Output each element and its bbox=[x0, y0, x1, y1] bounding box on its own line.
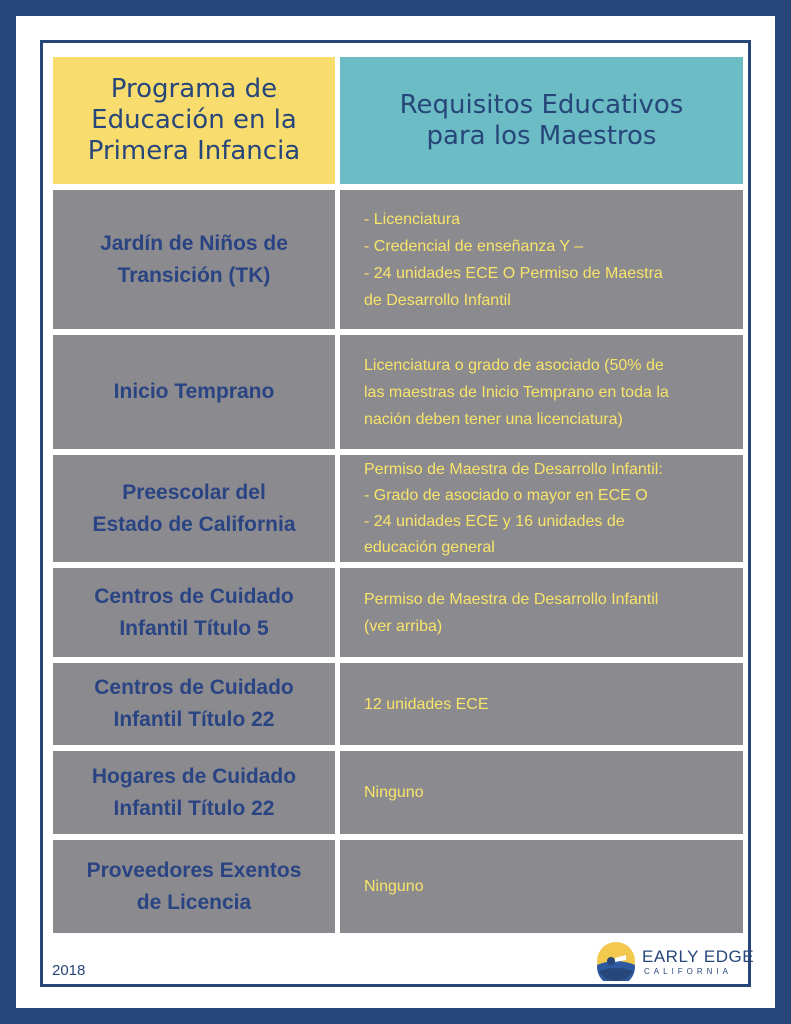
program-cell-tk bbox=[53, 190, 335, 329]
header-program-line: Educación en la bbox=[91, 105, 297, 135]
requirement-line: 12 unidades ECE bbox=[364, 695, 489, 713]
header-requirements bbox=[340, 57, 743, 184]
requirement-cell-state-preschool bbox=[340, 455, 743, 562]
header-program bbox=[53, 57, 335, 184]
requirement-cell-title5 bbox=[340, 568, 743, 657]
requirement-line: - 24 unidades ECE y 16 unidades de bbox=[364, 512, 625, 530]
requirement-line: las maestras de Inicio Temprano en toda la bbox=[364, 383, 669, 401]
year-label: 2018 bbox=[52, 962, 86, 979]
requirement-line: Permiso de Maestra de Desarrollo Infantil: bbox=[364, 460, 663, 478]
early-edge-logo-icon bbox=[596, 941, 636, 981]
requirement-line: (ver arriba) bbox=[364, 617, 443, 635]
requirement-line: - 24 unidades ECE O Permiso de Maestra bbox=[364, 264, 663, 282]
requirement-line: Licenciatura o grado de asociado (50% de bbox=[364, 356, 664, 374]
header-program-line: Programa de bbox=[110, 74, 278, 104]
requirement-line: Ninguno bbox=[364, 878, 424, 895]
program-cell-state-preschool bbox=[53, 455, 335, 562]
requirement-line: de Desarrollo Infantil bbox=[364, 291, 511, 309]
program-name-line: Hogares de Cuidado bbox=[91, 764, 297, 788]
requirement-line: - Credencial de enseñanza Y – bbox=[364, 237, 584, 255]
requirement-cell-title22-homes bbox=[340, 751, 743, 834]
program-cell-title5 bbox=[53, 568, 335, 657]
program-cell-title22-centers bbox=[53, 663, 335, 745]
program-name-line: Centros de Cuidado bbox=[94, 676, 294, 699]
requirement-cell-tk bbox=[340, 190, 743, 329]
header-requirements-line: Requisitos Educativos bbox=[399, 89, 684, 120]
program-name-line: Centros de Cuidado bbox=[94, 584, 294, 608]
requirement-cell-head-start bbox=[340, 335, 743, 449]
requirement-line: Ninguno bbox=[364, 784, 424, 801]
requirement-line: - Grado de asociado o mayor en ECE O bbox=[364, 486, 648, 504]
requirement-cell-title22-centers bbox=[340, 663, 743, 745]
program-name-line: Infantil Título 5 bbox=[119, 616, 269, 640]
requirement-line: - Licenciatura bbox=[364, 210, 461, 228]
program-cell-license-exempt bbox=[53, 840, 335, 933]
header-program-line: Primera Infancia bbox=[87, 136, 301, 166]
program-cell-title22-homes bbox=[53, 751, 335, 834]
program-name-line: Jardín de Niños de bbox=[100, 231, 288, 255]
program-name-line: Proveedores Exentos bbox=[86, 858, 302, 882]
requirement-line: nación deben tener una licenciatura) bbox=[364, 410, 623, 428]
program-name-line: Infantil Título 22 bbox=[113, 796, 275, 820]
program-cell-head-start bbox=[53, 335, 335, 449]
requirements-table bbox=[53, 57, 743, 933]
requirement-line: educación general bbox=[364, 538, 495, 556]
program-name-line: Preescolar del bbox=[122, 480, 266, 504]
program-name-line: Transición (TK) bbox=[117, 263, 271, 287]
program-name-line: Estado de California bbox=[92, 512, 296, 536]
logo-title: EARLY EDGE bbox=[642, 946, 755, 966]
header-requirements-line: para los Maestros bbox=[426, 120, 657, 151]
requirement-cell-license-exempt bbox=[340, 840, 743, 933]
logo-subtitle: CALIFORNIA bbox=[644, 966, 733, 976]
program-name-line: de Licencia bbox=[136, 890, 252, 914]
requirement-line: Permiso de Maestra de Desarrollo Infantil bbox=[364, 590, 659, 608]
program-name-line: Infantil Título 22 bbox=[113, 708, 275, 731]
early-edge-logo bbox=[596, 940, 754, 982]
program-name-line: Inicio Temprano bbox=[113, 380, 275, 403]
